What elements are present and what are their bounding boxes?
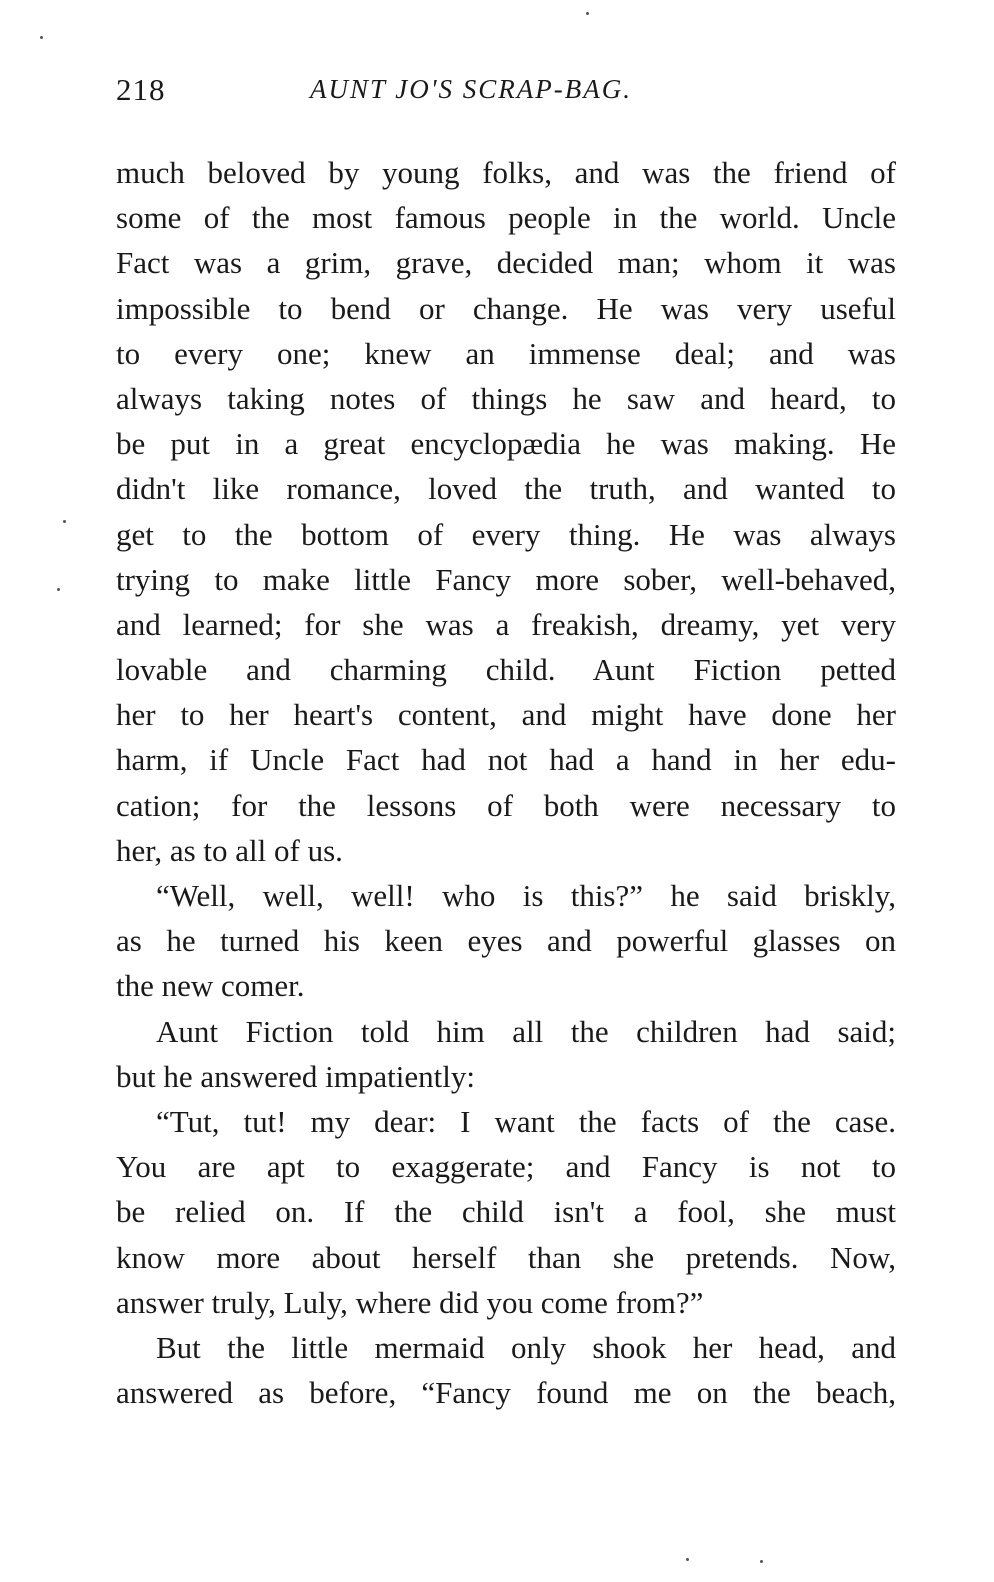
text-line: answer truly, Luly, where did you come from?” [116,1284,704,1320]
text-line: but he answered impatiently: [116,1058,475,1094]
text-line: as he turned his keen eyes and powerful glasses on [116,923,896,959]
text-line: impossible to bend or change. He was very useful [116,290,896,326]
text-line: Fact was a grim, grave, decided man; whom it was [116,245,896,281]
scan-speck [586,12,589,15]
scan-speck [57,588,60,591]
text-line: always taking notes of things he saw and heard, to [116,380,896,416]
text-line: her, as to all of us. [116,832,343,868]
text-line: be relied on. If the child isn't a fool, she must [116,1194,896,1230]
text-line: “Well, well, well! who is this?” he said briskly, [156,878,896,913]
text-line: be put in a great encyclopædia he was making. He [116,426,896,462]
text-line: know more about herself than she pretends. Now, [116,1239,896,1275]
text-line: But the little mermaid only shook her head, and [156,1329,896,1365]
text-line: lovable and charming child. Aunt Fiction petted [116,652,896,688]
scan-speck [40,36,43,39]
text-line: the new comer. [116,968,305,1004]
text-line: get to the bottom of every thing. He was always [116,516,896,552]
text-line: and learned; for she was a freakish, dreamy, yet very [116,606,896,642]
scan-speck [63,520,66,523]
text-line: cation; for the lessons of both were necessary to [116,787,896,823]
body-text [116,150,896,1415]
running-title: AUNT JO'S SCRAP-BAG. [310,74,632,104]
scan-speck [686,1558,689,1561]
running-header [116,72,896,112]
text-line: Aunt Fiction told him all the children had said; [156,1013,896,1049]
page-number: 218 [116,72,166,107]
text-line: trying to make little Fancy more sober, well-behaved, [116,561,896,597]
text-line: answered as before, “Fancy found me on the beach, [116,1375,896,1411]
text-line: didn't like romance, loved the truth, and wanted to [116,471,896,507]
text-line: her to her heart's content, and might have done her [116,697,896,733]
scan-speck [760,1560,763,1563]
text-line: some of the most famous people in the world. Uncle [116,200,896,236]
text-line: You are apt to exaggerate; and Fancy is not to [116,1149,896,1185]
text-line: much beloved by young folks, and was the friend of [116,155,896,190]
text-line: harm, if Uncle Fact had not had a hand in her edu- [116,742,896,778]
text-line: to every one; knew an immense deal; and was [116,335,896,371]
text-line: “Tut, tut! my dear: I want the facts of the case. [156,1103,896,1139]
